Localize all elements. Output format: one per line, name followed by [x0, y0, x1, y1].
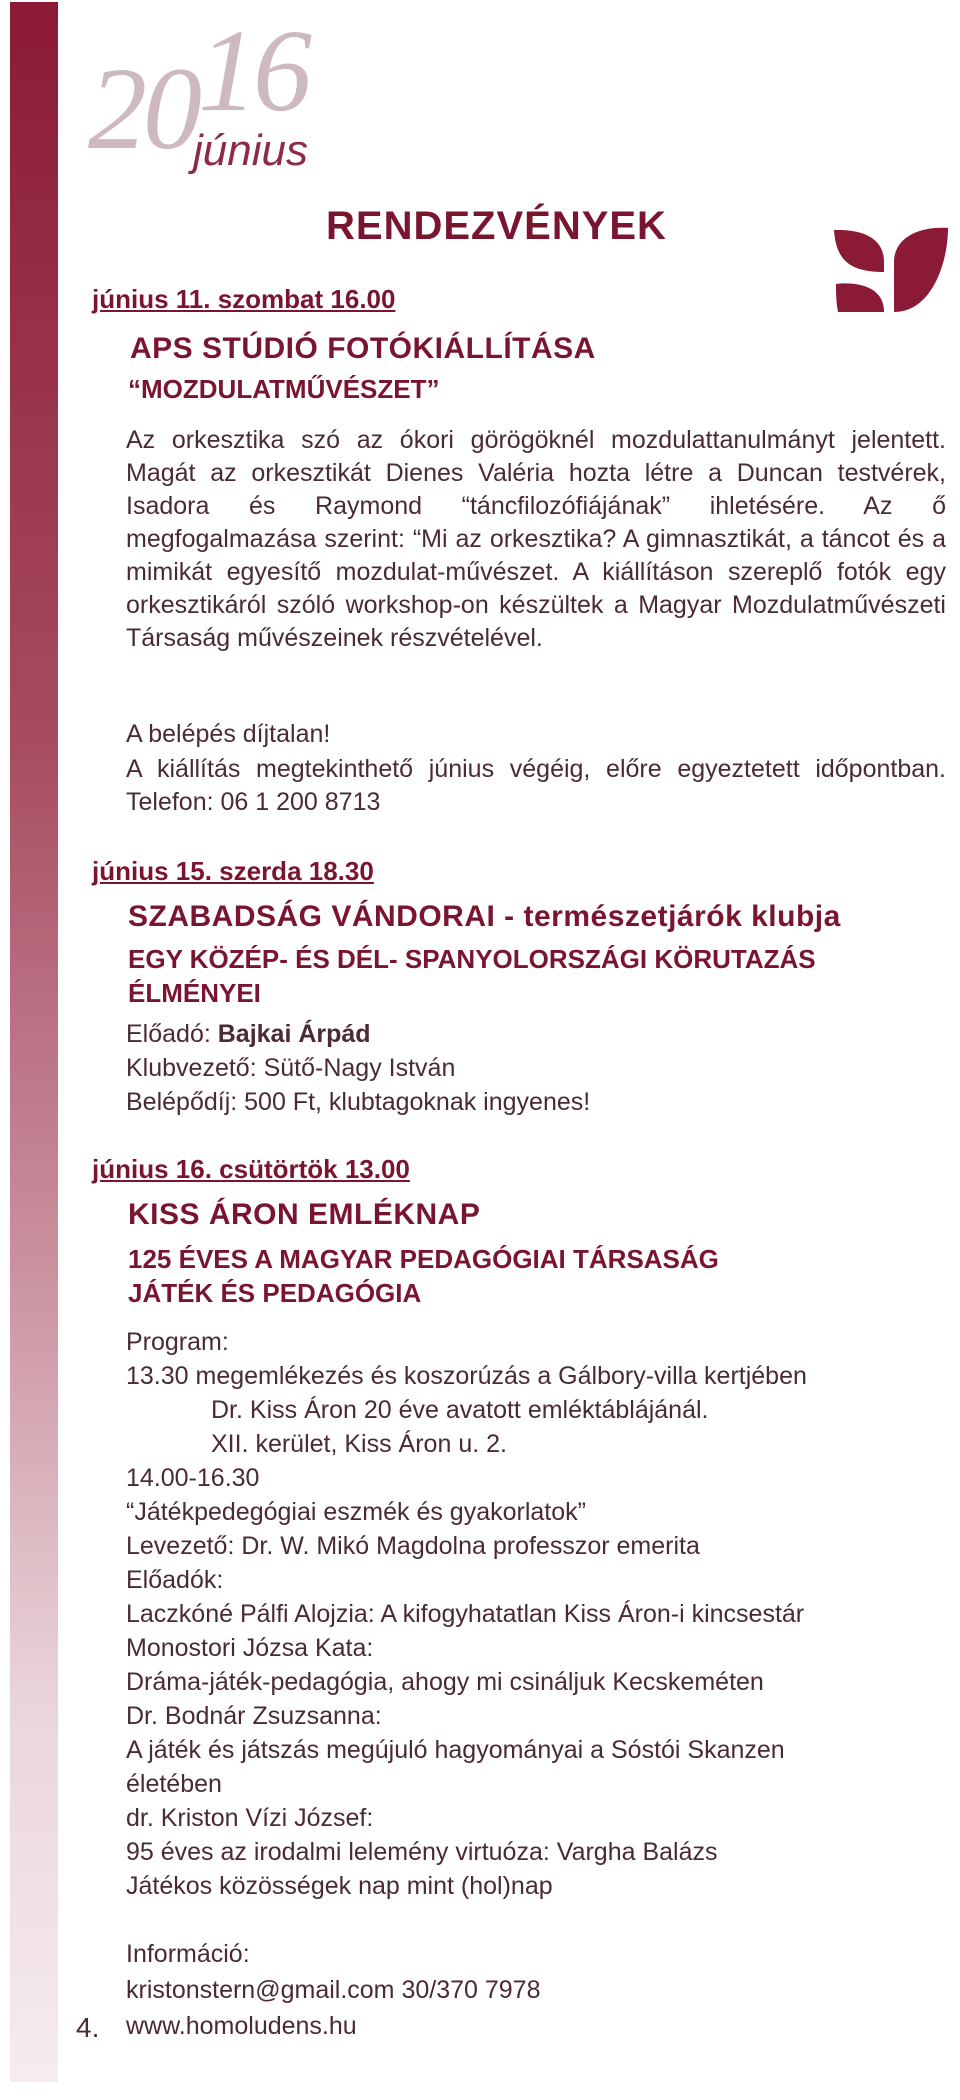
event-1-title: APS STÚDIÓ FOTÓKIÁLLÍTÁSA	[130, 332, 596, 365]
year-part-2: 16	[198, 5, 308, 136]
program-line: “Játékpedegógiai eszmék és gyakorlatok”	[126, 1498, 586, 1526]
section-title: RENDEZVÉNYEK	[326, 204, 667, 248]
event-1-subtitle: “MOZDULATMŰVÉSZET”	[128, 374, 440, 404]
event-2-presenter	[126, 1020, 371, 1049]
leaf-logo-icon	[832, 222, 950, 314]
info-label: Információ:	[126, 1940, 250, 1968]
program-line: Előadók:	[126, 1566, 224, 1594]
decorative-sidebar	[10, 2, 58, 2082]
program-line: XII. kerület, Kiss Áron u. 2.	[211, 1430, 507, 1458]
program-line: Monostori Józsa Kata:	[126, 1634, 374, 1662]
presenter-name: Bajkai Árpád	[217, 1020, 371, 1048]
page-number: 4.	[76, 2012, 100, 2043]
program-line: 14.00-16.30	[126, 1464, 260, 1492]
year-part-1: 20	[88, 43, 198, 174]
contact-info: kristonstern@gmail.com 30/370 7978	[126, 1976, 541, 2004]
event-1-free-entry: A belépés díjtalan!	[126, 720, 331, 748]
program-line: Laczkóné Pálfi Alojzia: A kifogyhatatlan Kiss Áron-i kincsestár	[126, 1600, 805, 1628]
program-line: 95 éves az irodalmi lelemény virtuóza: Vargha Balázs	[126, 1838, 718, 1866]
event-2-title: SZABADSÁG VÁNDORAI - természetjárók klubja	[128, 900, 841, 933]
event-1-description: Az orkesztika szó az ókori görögöknél mozdulattanulmányt jelentett. Magát az orkesztikát Dienes Valéria hozta létre a Duncan testvérek, Isadora és Raymond “táncfilozófiájának” ihletésére. Az ő megfogalmazása szerint: “Mi az orkesztika? A gimnasztikát, a táncot és a mimikát egyesítő mozdulat-művészet. A kiállításon szereplő fotók egy orkesztikáról szóló workshop-on készültek a Magyar Mozdulatművészeti Társaság művészeinek részvételével.	[126, 426, 946, 652]
event-3-date: június 16. csütörtök 13.00	[92, 1154, 410, 1184]
program-label: Program:	[126, 1328, 229, 1356]
program-line: 13.30 megemlékezés és koszorúzás a Gálbory-villa kertjében	[126, 1362, 807, 1390]
program-line: életében	[126, 1770, 222, 1798]
program-line: Dr. Kiss Áron 20 éve avatott emléktáblájánál.	[211, 1396, 709, 1424]
event-2-date: június 15. szerda 18.30	[92, 856, 374, 886]
event-3-title: KISS ÁRON EMLÉKNAP	[128, 1198, 481, 1231]
event-2-subtitle-line1: EGY KÖZÉP- ÉS DÉL- SPANYOLORSZÁGI KÖRUTAZÁS	[128, 944, 816, 974]
presenter-label: Előadó:	[126, 1020, 218, 1048]
month-heading: június	[193, 126, 308, 175]
event-2-fee: Belépődíj: 500 Ft, klubtagoknak ingyenes!	[126, 1088, 591, 1116]
program-line: dr. Kriston Vízi József:	[126, 1804, 374, 1832]
program-line: Dráma-játék-pedagógia, ahogy mi csináljuk Kecskeméten	[126, 1668, 764, 1696]
program-line: A játék és játszás megújuló hagyományai a Sóstói Skanzen	[126, 1736, 785, 1764]
program-line: Levezető: Dr. W. Mikó Magdolna professzor emerita	[126, 1532, 700, 1560]
program-line: Játékos közösségek nap mint (hol)nap	[126, 1872, 553, 1900]
website-link[interactable]: www.homoludens.hu	[126, 2012, 357, 2040]
event-1-date: június 11. szombat 16.00	[92, 284, 396, 314]
event-2-subtitle-line2: ÉLMÉNYEI	[128, 978, 261, 1008]
event-1-viewing: A kiállítás megtekinthető június végéig, előre egyeztetett időpontban. Telefon: 06 1 200 8713	[126, 755, 946, 816]
program-line: Dr. Bodnár Zsuzsanna:	[126, 1702, 382, 1730]
event-3-subtitle-line1: 125 ÉVES A MAGYAR PEDAGÓGIAI TÁRSASÁG	[128, 1244, 719, 1274]
event-2-club-leader: Klubvezető: Sütő-Nagy István	[126, 1054, 456, 1082]
event-3-subtitle-line2: JÁTÉK ÉS PEDAGÓGIA	[128, 1278, 422, 1308]
